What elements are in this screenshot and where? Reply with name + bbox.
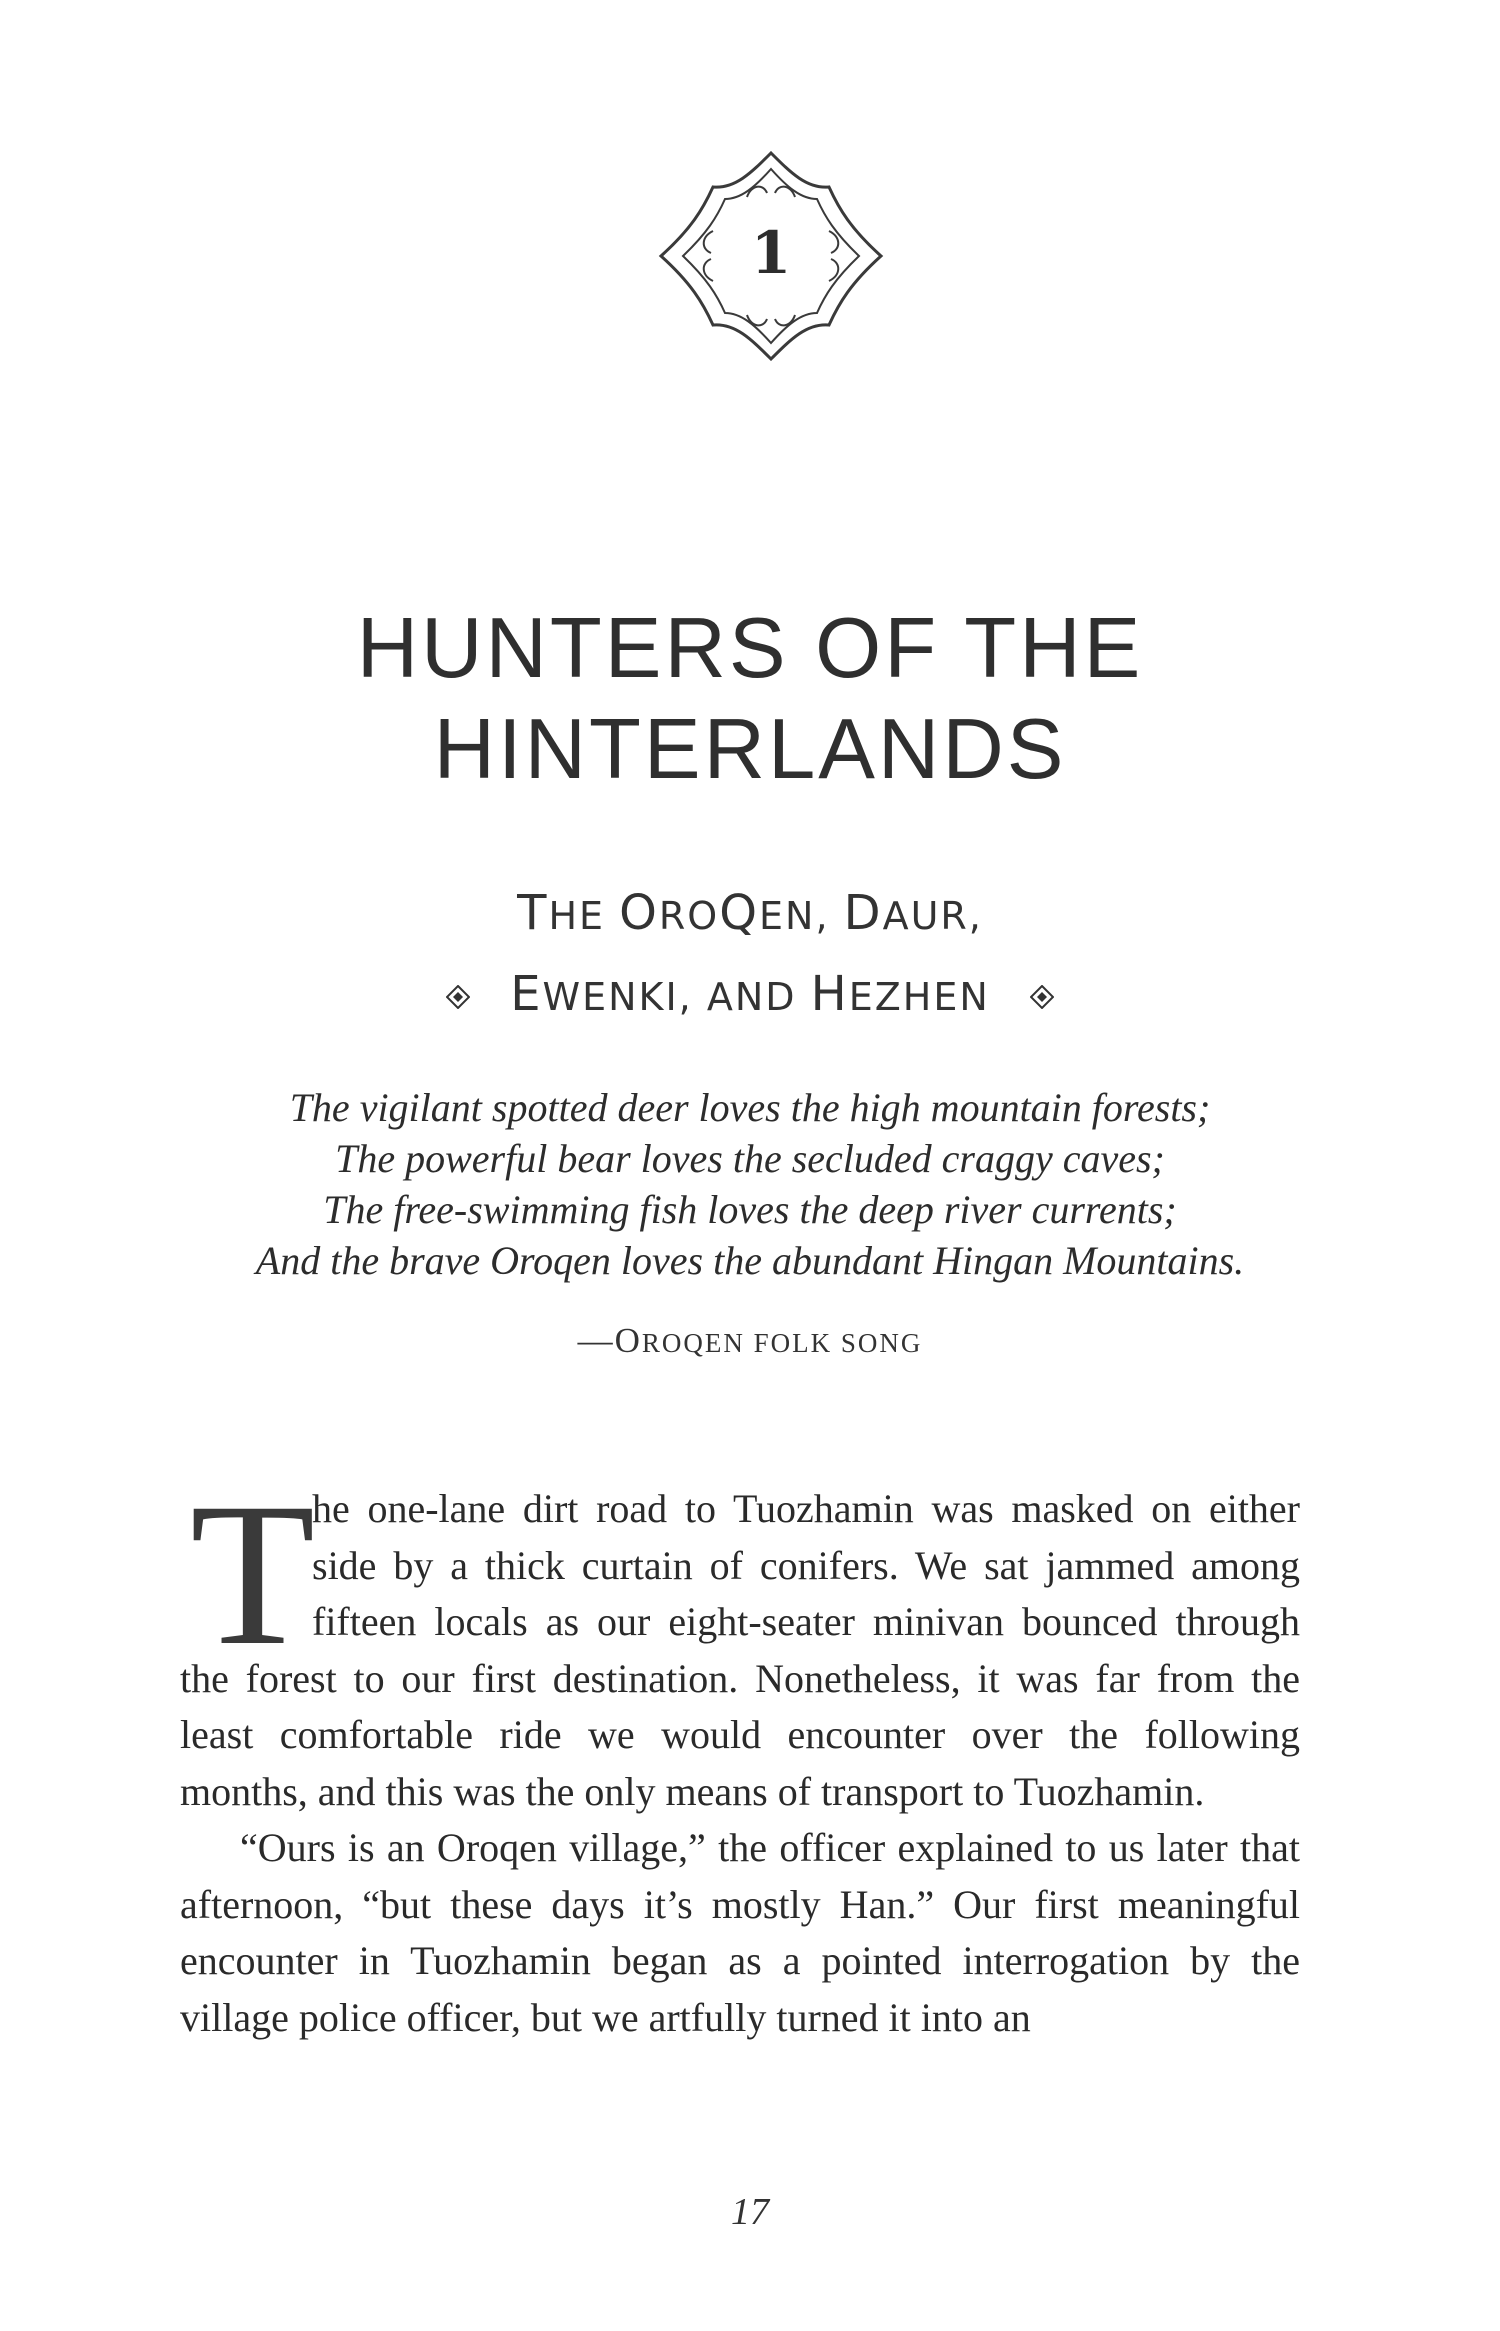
chapter-title-line-2: HINTERLANDS xyxy=(433,702,1067,797)
chapter-subtitle xyxy=(200,874,1300,1036)
body-text xyxy=(180,1481,1300,2046)
subtitle-line-2: EWENKI, AND HEZHEN xyxy=(200,955,1300,1036)
left-diamond-icon xyxy=(446,985,470,1009)
right-diamond-icon xyxy=(1030,985,1054,1009)
page-number: 17 xyxy=(731,2191,769,2233)
chapter-title xyxy=(200,598,1300,800)
epigraph-line: And the brave Oroqen loves the abundant Hingan Mountains. xyxy=(255,1238,1245,1283)
epigraph-line: The vigilant spotted deer loves the high mountain forests; xyxy=(289,1085,1211,1130)
epigraph xyxy=(170,1082,1330,1286)
epigraph-line: The powerful bear loves the secluded craggy caves; xyxy=(335,1136,1165,1181)
paragraph: “Ours is an Oroqen village,” the officer explained to us later that afternoon, “but these days it’s mostly Han.” Our first meaningful encounter in Tuozhamin began as a pointed interrogation by the village police officer, but we artfully turned it into an xyxy=(180,1825,1300,2040)
chapter-title-line-1: HUNTERS OF THE xyxy=(356,601,1144,696)
chapter-number: 1 xyxy=(750,219,792,287)
epigraph-attribution: —OROQEN FOLK SONG xyxy=(577,1321,923,1360)
subtitle-line-1: THE OROQEN, DAUR, xyxy=(517,885,983,941)
epigraph-line: The free-swimming fish loves the deep river currents; xyxy=(323,1187,1177,1232)
drop-cap: T xyxy=(190,1461,316,1688)
chapter-number-ornament xyxy=(655,145,887,367)
paragraph: he one-lane dirt road to Tuozhamin was masked on either side by a thick curtain of conifers. We sat jammed among fifteen locals as our eight-seater minivan bounced through the forest to our first destination. Nonetheless, it was far from the least comfortable ride we would encounter over the following months, and this was the only means of transport to Tuozhamin. xyxy=(180,1486,1300,1814)
